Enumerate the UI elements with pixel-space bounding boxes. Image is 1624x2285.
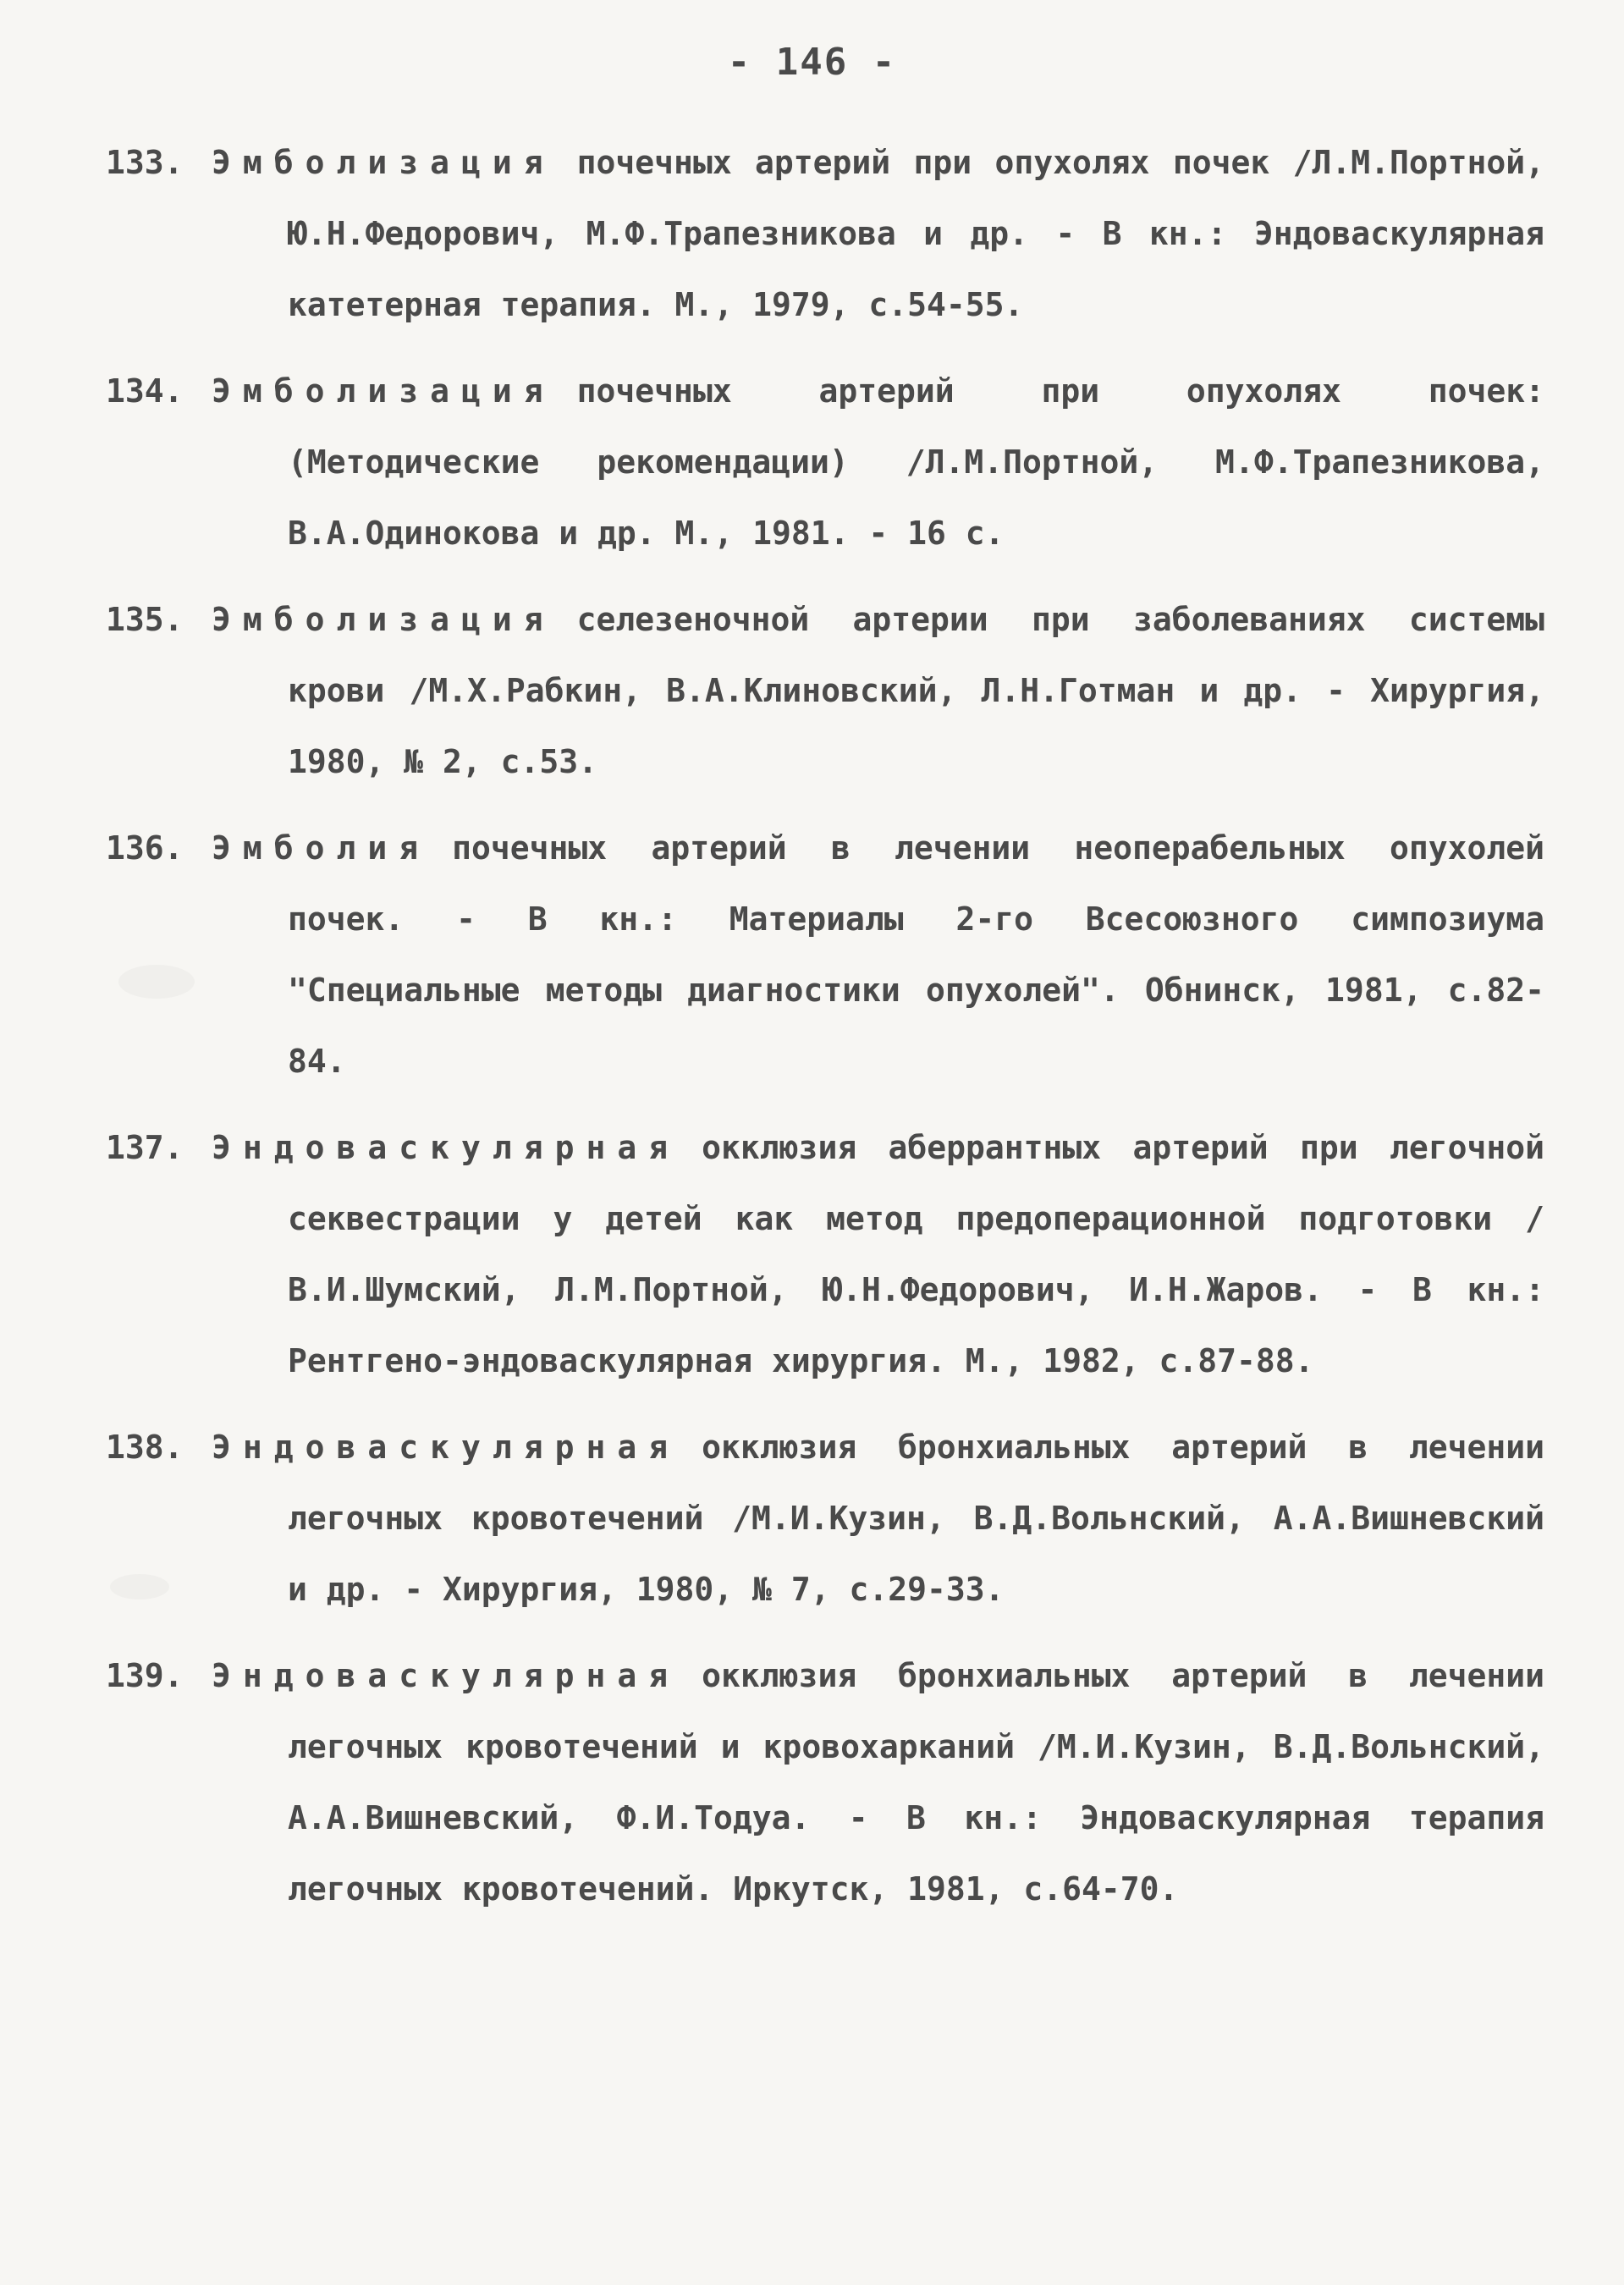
entry-heading: Эмболизация xyxy=(212,601,555,638)
entry-heading: Эндоваскулярная xyxy=(212,1657,680,1694)
entry-heading: Эмболизация xyxy=(212,372,555,410)
entry-heading: Эндоваскулярная xyxy=(212,1129,680,1166)
entry-number: 133. xyxy=(106,144,184,181)
bibliography-entry xyxy=(106,355,1544,569)
entry-number: 135. xyxy=(106,601,184,638)
entry-number: 134. xyxy=(106,372,184,410)
entry-number: 139. xyxy=(106,1657,184,1694)
entry-number: 138. xyxy=(106,1429,184,1466)
bibliography-entry xyxy=(106,127,1544,340)
bibliography-entry xyxy=(106,1640,1544,1924)
entry-text: окклюзия бронхиальных артерий в лечении легочных кровотечений /М.И.Кузин, В.Д.Вольнский, А.А.Вишневский и др. - Хирургия, 1980, № 7, с.29-33. xyxy=(288,1429,1544,1608)
bibliography-entry xyxy=(106,1412,1544,1625)
page-number: - 146 - xyxy=(727,41,897,84)
bibliography-entry xyxy=(106,1112,1544,1396)
entry-text: почечных артерий при опухолях почек: (Методические рекомендации) /Л.М.Портной, М.Ф.Трапезникова, В.А.Одинокова и др. М., 1981. - 16 с. xyxy=(288,372,1544,552)
bibliography-list xyxy=(106,127,1544,1940)
bibliography-entry xyxy=(106,812,1544,1097)
entry-heading: Эмболизация xyxy=(212,144,555,181)
entry-heading: Эмболия xyxy=(212,829,431,867)
entry-text: селезеночной артерии при заболеваниях системы крови /М.Х.Рабкин, В.А.Клиновский, Л.Н.Готман и др. - Хирургия, 1980, № 2, с.53. xyxy=(288,601,1544,780)
entry-text: окклюзия аберрантных артерий при легочной секвестрации у детей как метод предоперационной подготовки /В.И.Шумский, Л.М.Портной, Ю.Н.Федорович, И.Н.Жаров. - В кн.: Рентгено-эндоваскулярная хирургия. М., 1982, с.87-88. xyxy=(288,1129,1544,1379)
entry-number: 136. xyxy=(106,829,184,867)
bibliography-entry xyxy=(106,584,1544,797)
entry-number: 137. xyxy=(106,1129,184,1166)
entry-text: почечных артерий при опухолях почек /Л.М.Портной, Ю.Н.Федорович, М.Ф.Трапезникова и др. - В кн.: Эндоваскулярная катетерная терапия. М., 1979, с.54-55. xyxy=(288,144,1544,323)
entry-text: окклюзия бронхиальных артерий в лечении легочных кровотечений и кровохарканий /М.И.Кузин, В.Д.Вольнский, А.А.Вишневский, Ф.И.Тодуа. - В кн.: Эндоваскулярная терапия легочных кровотечений. Иркутск, 1981, с.64-70. xyxy=(288,1657,1544,1908)
entry-text: почечных артерий в лечении неоперабельных опухолей почек. - В кн.: Материалы 2-го Всесоюзного симпозиума "Специальные методы диагностики опухолей". Обнинск, 1981, с.82-84. xyxy=(288,829,1544,1080)
entry-heading: Эндоваскулярная xyxy=(212,1429,680,1466)
